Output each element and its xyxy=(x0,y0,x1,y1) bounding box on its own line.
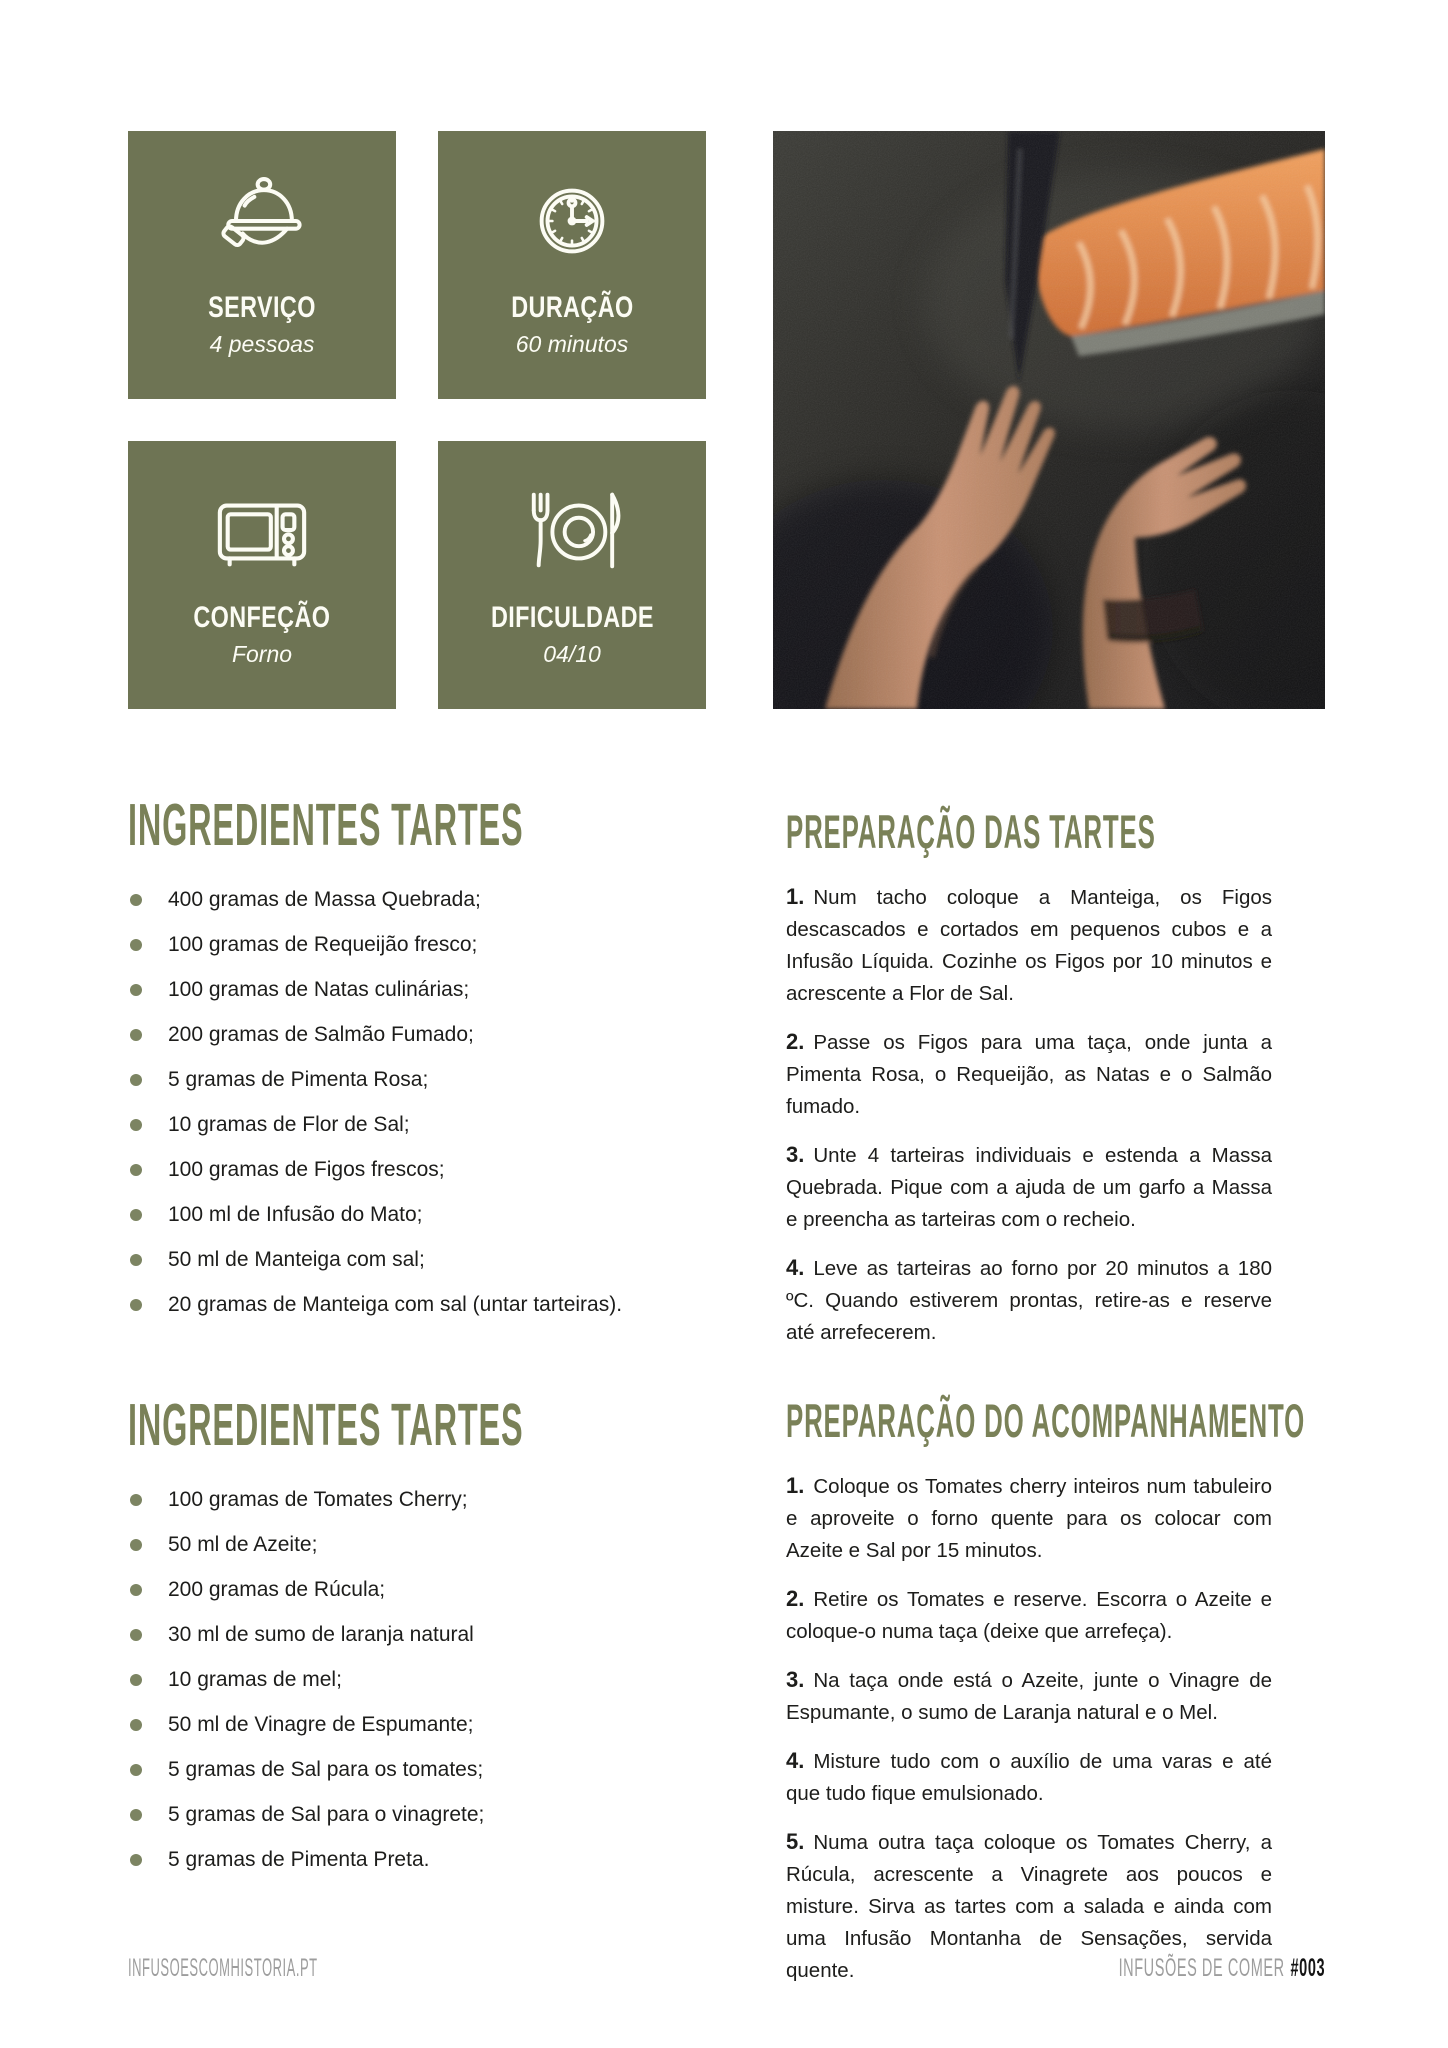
bullet-icon xyxy=(130,1539,142,1551)
step-number: 1. xyxy=(786,884,805,909)
card-title: DIFICULDADE xyxy=(490,601,654,634)
bullet-icon xyxy=(130,1254,142,1266)
step-text: Numa outra taça coloque os Tomates Cherry, a Rúcula, acrescente a Vinagrete aos poucos e misture. Sirva as tartes com a salada e ainda com uma Infusão Montanha de Sensações, servida quente. xyxy=(786,1831,1272,1982)
info-card-confecao xyxy=(128,441,396,709)
issue-number: #003 xyxy=(1290,1954,1325,1982)
bullet-icon xyxy=(130,1074,142,1086)
section-title: PREPARAÇÃO DAS TARTES xyxy=(786,805,1156,858)
recipe-step xyxy=(786,1252,1272,1349)
bullet-icon xyxy=(130,1719,142,1731)
step-text: Leve as tarteiras ao forno por 20 minutos a 180 ºC. Quando estiverem prontas, retire-as e reserve até arrefecerem. xyxy=(786,1257,1272,1344)
ingredient-text: 50 ml de Azeite; xyxy=(168,1533,318,1556)
step-text: Misture tudo com o auxílio de uma varas e até que tudo fique emulsionado. xyxy=(786,1750,1272,1805)
bullet-icon xyxy=(130,1029,142,1041)
section-prep-tartes xyxy=(786,805,1272,1349)
step-number: 1. xyxy=(786,1473,805,1498)
card-subtitle: Forno xyxy=(231,641,293,667)
preparation-column xyxy=(786,805,1306,2003)
step-number: 3. xyxy=(786,1667,805,1692)
ingredient-text: 10 gramas de mel; xyxy=(168,1668,342,1691)
ingredient-item xyxy=(128,889,728,911)
ingredient-item xyxy=(128,1249,728,1271)
ingredient-text: 100 gramas de Requeijão fresco; xyxy=(168,933,478,956)
card-subtitle: 60 minutos xyxy=(515,331,629,357)
ingredient-item xyxy=(128,1759,728,1781)
card-title: CONFEÇÃO xyxy=(193,601,331,634)
bullet-icon xyxy=(130,1629,142,1641)
cutlery-icon xyxy=(518,479,626,583)
bullet-icon xyxy=(130,1584,142,1596)
ingredient-text: 100 gramas de Tomates Cherry; xyxy=(168,1488,468,1511)
recipe-step xyxy=(786,1583,1272,1648)
step-number: 4. xyxy=(786,1255,805,1280)
section-ingredients-tartes xyxy=(128,792,728,1316)
cloche-icon xyxy=(209,169,315,273)
recipe-step xyxy=(786,1026,1272,1123)
step-text: Retire os Tomates e reserve. Escorra o Azeite e coloque-o numa taça (deixe que arrefeça). xyxy=(786,1588,1272,1643)
bullet-icon xyxy=(130,1299,142,1311)
footer xyxy=(128,1956,1325,1981)
card-title: SERVIÇO xyxy=(208,291,316,324)
step-number: 2. xyxy=(786,1029,805,1054)
ingredient-item xyxy=(128,1159,728,1181)
ingredient-text: 50 ml de Manteiga com sal; xyxy=(168,1248,425,1271)
step-number: 4. xyxy=(786,1748,805,1773)
microwave-icon xyxy=(207,479,317,583)
info-card-duracao xyxy=(438,131,706,399)
section-title: PREPARAÇÃO DO ACOMPANHAMENTO xyxy=(786,1394,1306,1447)
ingredient-item xyxy=(128,979,728,1001)
ingredient-text: 30 ml de sumo de laranja natural xyxy=(168,1623,474,1646)
card-title: DURAÇÃO xyxy=(510,291,634,324)
step-number: 5. xyxy=(786,1829,805,1854)
ingredient-text: 100 gramas de Natas culinárias; xyxy=(168,978,470,1001)
ingredient-item xyxy=(128,1114,728,1136)
ingredient-item xyxy=(128,1534,728,1556)
footer-publication xyxy=(1118,1956,1325,1981)
ingredient-item xyxy=(128,1849,728,1871)
ingredient-text: 5 gramas de Sal para o vinagrete; xyxy=(168,1803,485,1826)
step-text: Coloque os Tomates cherry inteiros num tabuleiro e aproveite o forno quente para os colocar com Azeite e Sal por 15 minutos. xyxy=(786,1475,1272,1562)
clock-icon xyxy=(522,169,622,273)
ingredient-list xyxy=(128,1489,728,1871)
section-ingredients-acompanhamento xyxy=(128,1392,728,1871)
ingredient-item xyxy=(128,1669,728,1691)
recipe-step xyxy=(786,1745,1272,1810)
ingredient-list xyxy=(128,889,728,1316)
recipe-step xyxy=(786,1664,1272,1729)
info-card-servico xyxy=(128,131,396,399)
ingredient-item xyxy=(128,1579,728,1601)
recipe-step xyxy=(786,1139,1272,1236)
salmon-photo-illustration xyxy=(773,131,1325,709)
footer-site-url: INFUSOESCOMHISTORIA.PT xyxy=(128,1954,318,1982)
bullet-icon xyxy=(130,1854,142,1866)
step-number: 3. xyxy=(786,1142,805,1167)
ingredient-item xyxy=(128,1624,728,1646)
card-subtitle: 4 pessoas xyxy=(209,331,315,357)
ingredient-item xyxy=(128,1204,728,1226)
bullet-icon xyxy=(130,1764,142,1776)
ingredient-text: 5 gramas de Sal para os tomates; xyxy=(168,1758,484,1781)
step-text: Unte 4 tarteiras individuais e estenda a Massa Quebrada. Pique com a ajuda de um garfo a Massa e preencha as tarteiras com o recheio. xyxy=(786,1144,1272,1231)
publication-name: INFUSÕES DE COMER xyxy=(1118,1954,1285,1982)
ingredient-item xyxy=(128,1024,728,1046)
bullet-icon xyxy=(130,939,142,951)
ingredient-item xyxy=(128,934,728,956)
step-list xyxy=(786,1470,1272,1987)
card-subtitle: 04/10 xyxy=(543,641,601,667)
ingredient-text: 5 gramas de Pimenta Rosa; xyxy=(168,1068,429,1091)
bullet-icon xyxy=(130,1494,142,1506)
bullet-icon xyxy=(130,894,142,906)
step-text: Num tacho coloque a Manteiga, os Figos descascados e cortados em pequenos cubos e a Infusão Líquida. Cozinhe os Figos por 10 minutos e acrescente a Flor de Sal. xyxy=(786,886,1272,1005)
ingredient-text: 5 gramas de Pimenta Preta. xyxy=(168,1848,430,1871)
ingredient-item xyxy=(128,1714,728,1736)
ingredient-item xyxy=(128,1489,728,1511)
section-prep-acompanhamento xyxy=(786,1394,1306,1987)
ingredient-text: 100 ml de Infusão do Mato; xyxy=(168,1203,423,1226)
ingredient-text: 100 gramas de Figos frescos; xyxy=(168,1158,445,1181)
ingredient-text: 10 gramas de Flor de Sal; xyxy=(168,1113,410,1136)
ingredient-text: 200 gramas de Rúcula; xyxy=(168,1578,386,1601)
step-text: Passe os Figos para uma taça, onde junta a Pimenta Rosa, o Requeijão, as Natas e o Salmão fumado. xyxy=(786,1031,1272,1118)
ingredient-item xyxy=(128,1069,728,1091)
bullet-icon xyxy=(130,1209,142,1221)
recipe-step xyxy=(786,1470,1272,1567)
ingredient-text: 50 ml de Vinagre de Espumante; xyxy=(168,1713,474,1736)
recipe-step xyxy=(786,881,1272,1010)
ingredient-text: 20 gramas de Manteiga com sal (untar tarteiras). xyxy=(168,1293,623,1316)
bullet-icon xyxy=(130,1674,142,1686)
section-title: INGREDIENTES TARTES xyxy=(128,1392,524,1458)
ingredient-item xyxy=(128,1804,728,1826)
step-list xyxy=(786,881,1272,1349)
bullet-icon xyxy=(130,1119,142,1131)
step-text: Na taça onde está o Azeite, junte o Vinagre de Espumante, o sumo de Laranja natural e o Mel. xyxy=(786,1669,1272,1724)
section-title: INGREDIENTES TARTES xyxy=(128,792,524,858)
step-number: 2. xyxy=(786,1586,805,1611)
ingredients-column xyxy=(128,792,728,1894)
info-card-grid xyxy=(128,131,706,709)
ingredient-item xyxy=(128,1294,728,1316)
info-card-dificuldade xyxy=(438,441,706,709)
ingredient-text: 400 gramas de Massa Quebrada; xyxy=(168,888,481,911)
bullet-icon xyxy=(130,1809,142,1821)
ingredient-text: 200 gramas de Salmão Fumado; xyxy=(168,1023,474,1046)
bullet-icon xyxy=(130,1164,142,1176)
salmon-cutting-photo xyxy=(773,131,1325,709)
bullet-icon xyxy=(130,984,142,996)
